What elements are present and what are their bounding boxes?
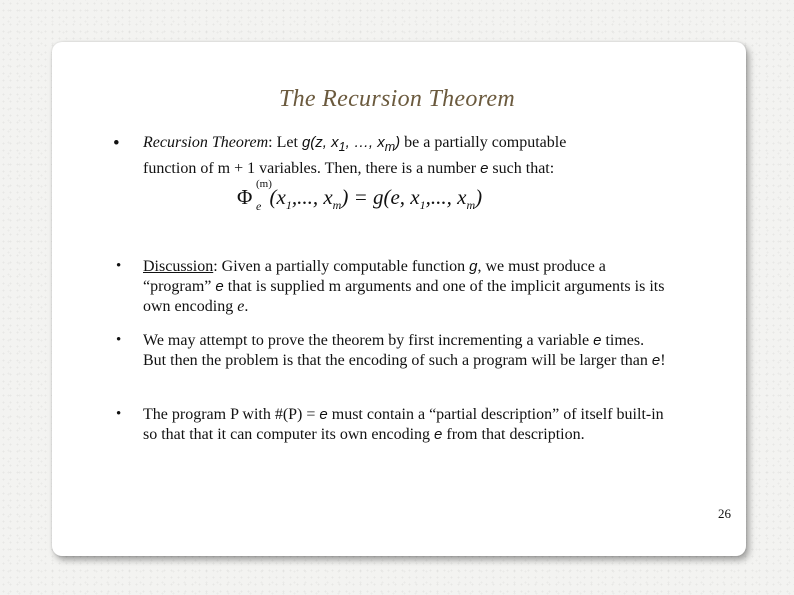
statement-rest: be a partially computable (400, 134, 567, 151)
e-variable: e (480, 160, 489, 177)
theorem-term: Recursion Theorem (143, 134, 269, 151)
recursion-formula (237, 178, 483, 213)
bullet-marker: • (116, 332, 122, 348)
slide-title: The Recursion Theorem (278, 86, 516, 112)
bullet-marker: • (116, 258, 122, 274)
bullet-marker: • (116, 406, 122, 422)
recursion-theorem-statement (143, 132, 683, 179)
statement-colon: : Let (268, 134, 302, 151)
discussion-paragraph: Discussion: Given a partially computable function g, we must produce a “program” e that is supplied m arguments and one of the implicit arguments is its own encoding e. (143, 258, 665, 315)
formula-lhs: ($x_1$,..., $x_m$ (269, 185, 342, 213)
discussion-label: Discussion (143, 258, 214, 275)
page-number: 26 (718, 506, 731, 521)
phi-symbol: Φ (m) e (237, 178, 272, 213)
attempt-paragraph: We may attempt to prove the theorem by first incrementing a variable e times. But then the problem is that the encoding of such a program will be larger than e! (143, 332, 666, 369)
g-expression: g(z, $x_1$, …, $x_m$) (301, 134, 401, 154)
bullet-marker: • (113, 133, 120, 154)
statement-line2-end: such that: (488, 160, 555, 177)
program-paragraph: The program P with #(P) = e must contain a “partial description” of itself built-in so that that it can computer its own encoding e from that description. (143, 406, 664, 443)
formula-rhs: ) = g(e, $x_1$,..., $x_m$) (341, 185, 483, 213)
statement-line2: function of m + 1 variables. Then, there is a number (143, 160, 481, 177)
